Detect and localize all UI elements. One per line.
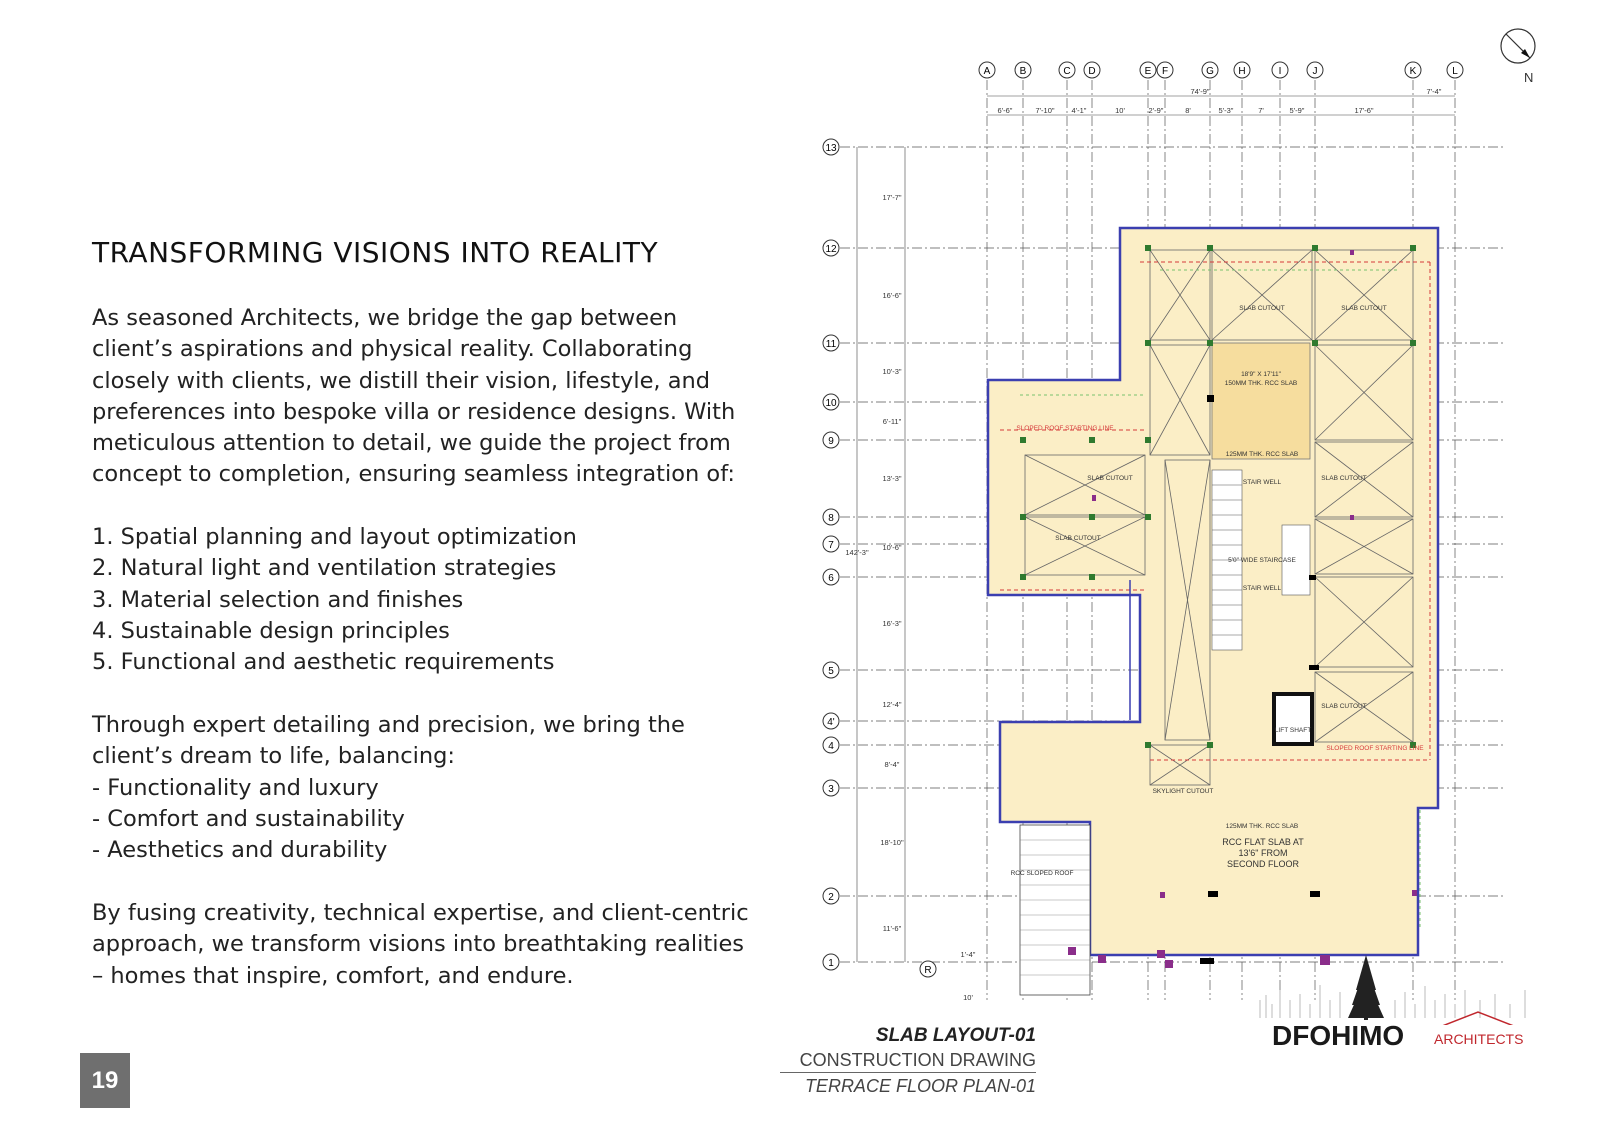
slab-layout-drawing [800,20,1560,1025]
grid-label-j: J [1312,66,1318,77]
grid-label-r: R [924,965,932,976]
closing-text: By fusing creativity, technical expertise, and client-centric approach, we transform visions into breathtaking realities – homes that inspire, comfort, and endure. [92,900,749,989]
left-dimension: 8'-4" [884,760,900,769]
left-dimension: 12'-4" [882,700,902,709]
skylight-label: SKYLIGHT CUTOUT [1152,788,1214,795]
grid-label-d: D [1088,66,1096,77]
grid-label-3: 3 [828,784,834,795]
grid-label-a: A [983,66,991,77]
top-dimension: 2'-9" [1148,106,1164,115]
skyline-decoration [1260,985,1525,1018]
top-dimension: 4'-1" [1071,106,1087,115]
list-item: 3. Material selection and finishes [92,586,464,613]
top-dimension: 5'-3" [1218,106,1234,115]
slab-150-zone [1212,343,1310,459]
lift-shaft-label: LIFT SHAFT [1274,727,1312,734]
top-dimension: 10' [1115,106,1125,115]
slab-cutout-label: SLAB CUTOUT [1321,703,1367,710]
grid-label-13: 13 [825,143,837,154]
grid-label-7: 7 [828,540,834,551]
sloped-roof-label: SLOPED ROOF STARTING LINE [1326,745,1424,752]
overall-dimension: 74'-9" [1190,87,1210,96]
slab-main-label: 125MM THK. RCC SLAB [1225,823,1299,830]
slab-size-label: 18'9" X 17'11" [1241,371,1281,378]
left-dimension: 17'-7" [882,193,902,202]
rcc-flat-line: 13'6" FROM [1238,848,1288,858]
slab-150-label: 150MM THK. RCC SLAB [1224,380,1298,387]
grid-label-l: L [1452,66,1458,77]
left-dimension: 10'-6" [882,543,902,552]
grid-label-5: 5 [828,666,834,677]
stair-well-label: STAIR WELL [1242,585,1282,592]
bottom-dimension: 10' [963,993,973,1002]
list-item: - Functionality and luxury [92,774,379,801]
slab-cutout-label: SLAB CUTOUT [1239,305,1285,312]
list-item: 1. Spatial planning and layout optimization [92,524,577,550]
page-heading: TRANSFORMING VISIONS INTO REALITY [92,236,659,269]
left-dimension: 18'-10" [880,838,904,847]
intro-text: As seasoned Architects, we bridge the gap between client’s aspirations and physical reality. Collaborating closely with clients, we distill their vision, lifestyle, and preferences into bespoke villa or residence designs. With meticulous attention to detail, we guide the project from concept to completion, ensuring seamless integration of: [92,305,736,488]
north-label: N [1524,70,1534,85]
side-dimension: 7'-4" [1426,87,1442,96]
grid-label-11: 11 [825,339,837,350]
rcc-flat-line: SECOND FLOOR [1226,859,1300,869]
page-number-badge: 19 [80,1053,130,1108]
grid-label-c: C [1063,66,1071,77]
grid-label-b: B [1019,66,1027,77]
slab-cutout-label: SLAB CUTOUT [1321,475,1367,482]
list-item: 2. Natural light and ventilation strategies [92,555,557,582]
closing-paragraph [92,898,762,992]
list-item: - Aesthetics and durability [92,837,388,864]
north-arrow-icon [1501,29,1535,63]
grid-label-k: K [1409,66,1417,77]
slab-cutout-label: SLAB CUTOUT [1341,305,1387,312]
slab-cutout-label: SLAB CUTOUT [1055,535,1101,542]
left-dimension: 10'-3" [882,367,902,376]
top-dimension: 6'-6" [997,106,1013,115]
rcc-flat-line: RCC FLAT SLAB AT [1222,837,1304,847]
left-dimension: 6'-11" [882,417,902,426]
grid-label-2: 2 [828,892,834,903]
grid-label-10: 10 [825,398,837,409]
brand-subtitle: ARCHITECTS [1434,1031,1524,1047]
total-dimension: 142'-3" [845,548,869,557]
left-dimension: 16'-6" [882,291,902,300]
lift-shaft [1274,694,1312,744]
design-considerations-list [92,522,762,678]
list-item: 4. Sustainable design principles [92,617,450,644]
slab-cutout-label: SLAB CUTOUT [1087,475,1133,482]
rcc-sloped-label: RCC SLOPED ROOF [1010,870,1074,877]
grid-label-4: 4 [828,741,834,752]
grid-label-g: G [1206,66,1214,77]
list-item: - Comfort and sustainability [92,805,405,832]
list-item: 5. Functional and aesthetic requirements [92,649,555,676]
grid-label-12: 12 [825,244,837,255]
rcc-sloped-roof [1020,825,1090,995]
top-dimension: 17'-6" [1354,106,1374,115]
slab-main-label: 125MM THK. RCC SLAB [1225,451,1299,458]
stair-well-label: STAIR WELL [1242,479,1282,486]
grid-label-8: 8 [828,513,834,524]
top-dimension: 5'-9" [1289,106,1305,115]
brand-name: DFOHIMO [1272,1020,1405,1051]
left-dimension: 16'-3" [882,619,902,628]
drawing-plan-name: TERRACE FLOOR PLAN-01 [804,1076,1036,1096]
balance-lead: Through expert detailing and precision, we bring the client’s dream to life, balancing: [92,712,685,770]
grid-label-1: 1 [828,958,834,969]
top-dimension: 8' [1185,106,1191,115]
left-dimension: 11'-6" [882,924,902,933]
bottom-dimension: 1'-4" [960,950,976,959]
left-dimension: 13'-3" [882,474,902,483]
grid-label-f: F [1161,66,1169,77]
grid-label-6: 6 [828,573,834,584]
top-dimension: 7'-10" [1035,106,1055,115]
intro-paragraph [92,303,762,491]
grid-label-4-prime: 4' [827,717,835,728]
column-grid-bubbles [979,62,1463,78]
tree-logo-icon [1348,955,1384,1020]
drawing-title: SLAB LAYOUT-01 [875,1025,1036,1046]
top-dimension: 7' [1258,106,1264,115]
row-grid-bubbles [823,139,936,977]
balance-section [92,710,762,866]
grid-label-i: I [1278,66,1282,77]
grid-label-h: H [1238,66,1246,77]
sloped-roof-label: SLOPED ROOF STARTING LINE [1016,425,1114,432]
grid-label-9: 9 [828,436,834,447]
drawing-subtitle: CONSTRUCTION DRAWING [780,1050,1036,1073]
staircase-label: 5'0" WIDE STAIRCASE [1228,557,1296,564]
grid-label-e: E [1144,66,1152,77]
